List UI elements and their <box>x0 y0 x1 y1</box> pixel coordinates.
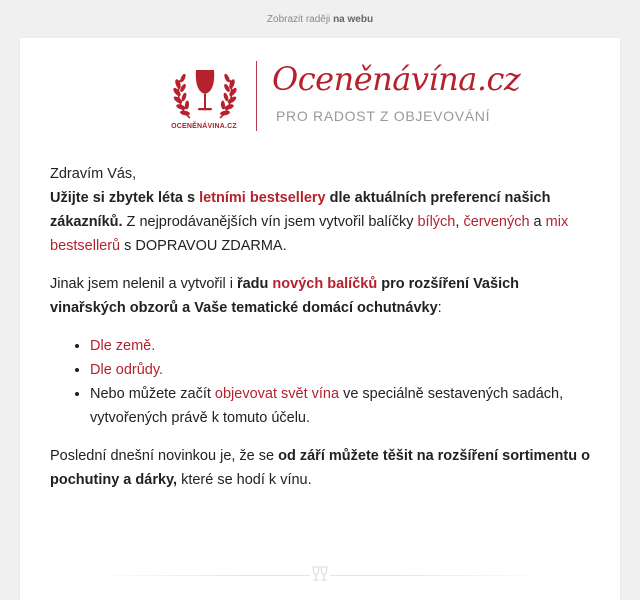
link-red-wines[interactable]: červených <box>463 214 530 230</box>
link-white-wines[interactable]: bílých <box>417 214 456 230</box>
link-by-country[interactable]: Dle země. <box>90 338 156 354</box>
link-by-variety[interactable]: Dle odrůdy. <box>90 362 164 378</box>
intro-bold-2: dle aktuálních preferencí našich zákazníků. <box>50 190 551 230</box>
brand-title: Oceněnávína.cz <box>272 60 521 98</box>
logo-badge-text: OCENĚNÁVINA.CZ <box>171 123 237 130</box>
list-item-text-2: ve speciálně sestavených sadách, vytvořených právě k tomuto účelu. <box>90 386 564 426</box>
link-new-packages[interactable]: nových balíčků <box>272 276 378 292</box>
link-summer-bestsellers[interactable]: letními bestsellery <box>199 190 326 206</box>
greeting: Zdravím Vás, <box>50 166 137 182</box>
wine-glasses-icon <box>310 564 330 584</box>
intro-comma: , <box>455 214 464 230</box>
view-in-browser-link[interactable]: na webu <box>333 13 374 25</box>
list-item <box>90 358 598 382</box>
paragraph-new-packages <box>50 272 598 320</box>
package-list <box>50 334 598 430</box>
news-text-1: Poslední dnešní novinkou je, že se <box>50 448 279 464</box>
paragraph-intro <box>50 162 598 258</box>
intro-text-2: s DOPRAVOU ZDARMA. <box>120 238 287 254</box>
news-bold: od září můžete těšit na rozšíření sortimentu o pochutiny a dárky, <box>50 448 590 488</box>
new-packages-bold-1: řadu <box>236 276 273 292</box>
new-packages-colon: : <box>437 300 442 316</box>
new-packages-text-1: Jinak jsem nelenil a vytvořil i <box>50 276 237 292</box>
brand-tagline: PRO RADOST Z OBJEVOVÁNÍ <box>276 108 491 124</box>
list-item-text-1: Nebo můžete začít <box>90 386 215 402</box>
logo[interactable] <box>168 58 521 142</box>
view-in-browser-prefix: Zobrazit raději <box>266 13 331 25</box>
view-in-browser-bar <box>0 0 640 38</box>
list-item <box>90 334 598 358</box>
email-card <box>20 38 620 600</box>
new-packages-bold-2: pro rozšíření Vašich vinařských obzorů a Vaše tematické domácí ochutnávky <box>50 276 520 316</box>
list-item <box>90 382 598 430</box>
email-body <box>50 162 598 506</box>
intro-and: a <box>529 214 546 230</box>
logo-divider <box>256 61 257 131</box>
link-discover-wine-world[interactable]: objevovat svět vína <box>214 386 340 402</box>
intro-bold-1: Užijte si zbytek léta s <box>50 190 200 206</box>
intro-text-1: Z nejprodávanějších vín jsem vytvořil balíčky <box>122 214 418 230</box>
link-mix-bestsellers[interactable]: mix bestsellerů <box>50 214 569 254</box>
paragraph-news <box>50 444 598 492</box>
news-text-2: které se hodí k vínu. <box>177 472 312 488</box>
